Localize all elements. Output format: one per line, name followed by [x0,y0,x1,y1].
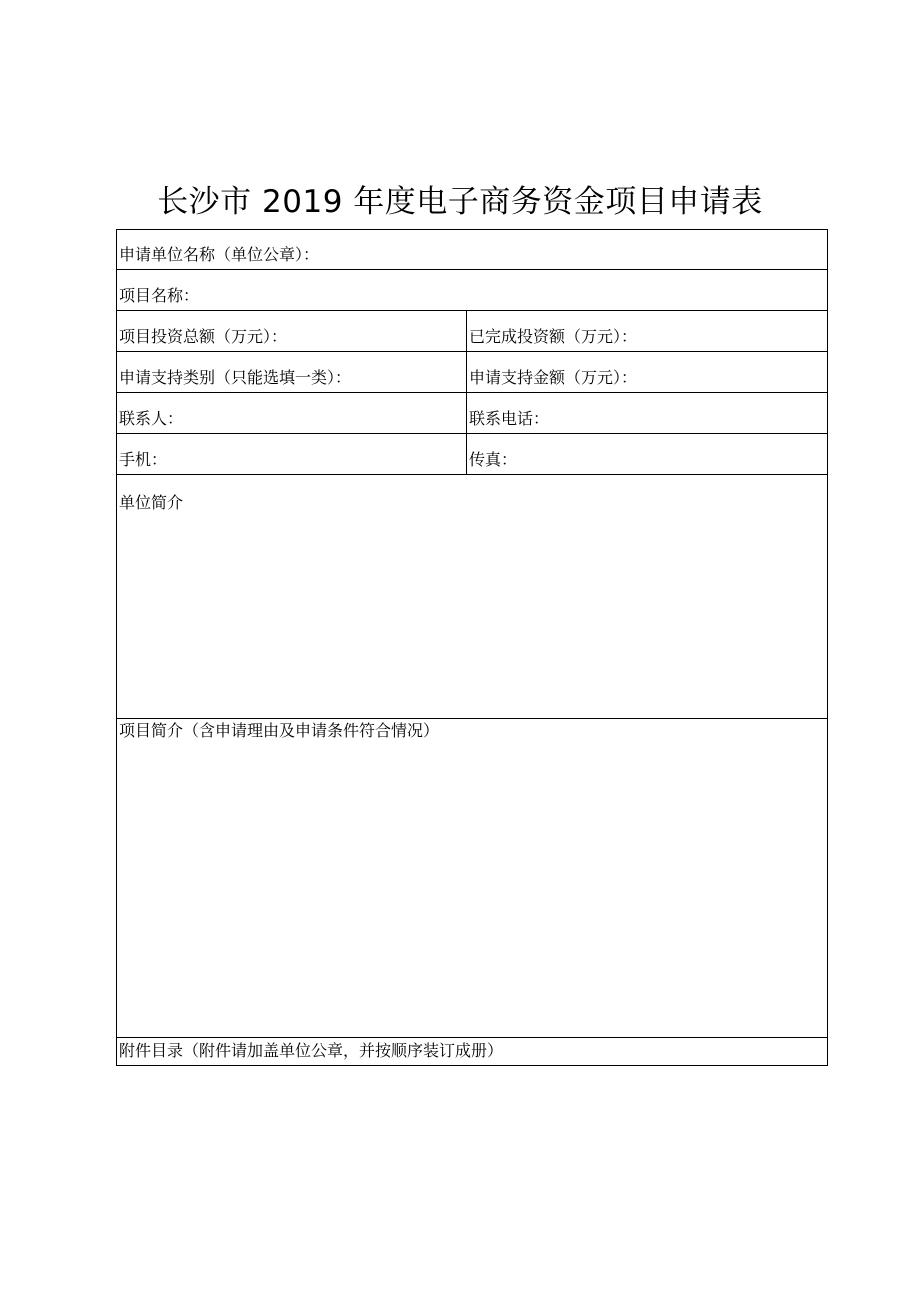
project-intro-cell[interactable] [117,719,828,1038]
applicant-label: 申请单位名称（单位公章）： [119,245,320,264]
support-category-label: 申请支持类别（只能选填一类）： [119,368,352,387]
contact-person-cell[interactable] [117,393,467,434]
applicant-cell[interactable] [117,230,828,270]
company-intro-label: 单位简介 [119,493,184,512]
support-category-cell[interactable] [117,352,467,393]
row-applicant [117,230,828,270]
contact-phone-label: 联系电话： [469,409,550,428]
attachments-label: 附件目录（附件请加盖单位公章，并按顺序装订成册） [119,1041,504,1060]
project-name-label: 项目名称： [119,286,200,305]
row-support [117,352,828,393]
mobile-cell[interactable] [117,434,467,475]
row-company-intro [117,475,828,719]
mobile-label: 手机： [119,450,168,469]
document-title: 长沙市 2019 年度电子商务资金项目申请表 [157,184,763,220]
row-contact [117,393,828,434]
contact-person-label: 联系人： [119,409,184,428]
support-amount-cell[interactable] [467,352,828,393]
row-project-name [117,270,828,311]
completed-investment-label: 已完成投资额（万元）： [469,327,638,346]
contact-phone-cell[interactable] [467,393,828,434]
fax-cell[interactable] [467,434,828,475]
completed-investment-cell[interactable] [467,311,828,352]
project-name-cell[interactable] [117,270,828,311]
total-investment-cell[interactable] [117,311,467,352]
row-investment [117,311,828,352]
row-mobile-fax [117,434,828,475]
support-amount-label: 申请支持金额（万元）： [469,368,638,387]
total-investment-label: 项目投资总额（万元）： [119,327,288,346]
row-attachments [117,1038,828,1066]
fax-label: 传真： [469,450,518,469]
attachments-cell[interactable] [117,1038,828,1066]
row-project-intro [117,719,828,1038]
application-form-table [116,229,828,1066]
company-intro-cell[interactable] [117,475,828,719]
project-intro-label: 项目简介（含申请理由及申请条件符合情况） [119,721,440,740]
